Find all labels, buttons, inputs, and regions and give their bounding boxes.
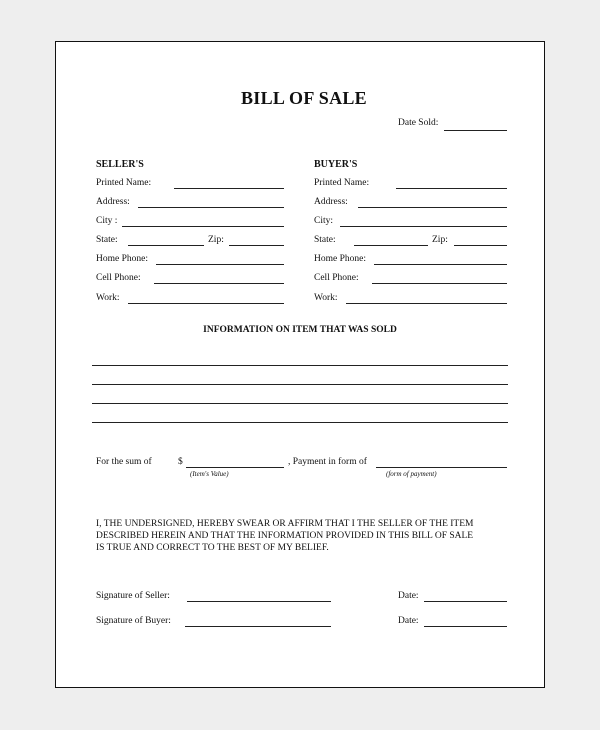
- seller-heading: SELLER'S: [96, 159, 144, 170]
- page-title: BILL OF SALE: [241, 88, 367, 108]
- item-description-line[interactable]: [92, 384, 508, 385]
- buyer-date-label: Date:: [398, 616, 419, 626]
- item-description-line[interactable]: [92, 365, 508, 366]
- seller-zip-field[interactable]: [229, 233, 284, 246]
- seller-cell-phone-field[interactable]: [154, 271, 284, 284]
- sum-label: For the sum of: [96, 457, 152, 467]
- item-description-line[interactable]: [92, 403, 508, 404]
- seller-city-label: City :: [96, 216, 118, 226]
- buyer-state-label: State:: [314, 235, 336, 245]
- date-sold-field[interactable]: [444, 118, 507, 131]
- seller-date-field[interactable]: [424, 589, 507, 602]
- buyer-address-field[interactable]: [358, 195, 507, 208]
- item-value-hint: (Item's Value): [190, 470, 229, 478]
- declaration-line-3: IS TRUE AND CORRECT TO THE BEST OF MY BELIEF.: [96, 543, 329, 553]
- buyer-printed-name-field[interactable]: [396, 176, 507, 189]
- buyer-work-label: Work:: [314, 293, 338, 303]
- currency-symbol: $: [178, 457, 183, 467]
- seller-city-field[interactable]: [122, 214, 284, 227]
- buyer-cell-phone-label: Cell Phone:: [314, 273, 359, 283]
- seller-cell-phone-label: Cell Phone:: [96, 273, 141, 283]
- payment-form-hint: (form of payment): [386, 470, 437, 478]
- buyer-city-field[interactable]: [340, 214, 507, 227]
- payment-form-field[interactable]: [376, 455, 507, 468]
- buyer-printed-name-label: Printed Name:: [314, 178, 370, 188]
- seller-address-label: Address:: [96, 197, 130, 207]
- seller-zip-label: Zip:: [208, 235, 224, 245]
- seller-work-field[interactable]: [128, 291, 284, 304]
- payment-form-label: , Payment in form of: [288, 457, 367, 467]
- item-value-field[interactable]: [186, 455, 284, 468]
- seller-state-label: State:: [96, 235, 118, 245]
- seller-signature-label: Signature of Seller:: [96, 591, 170, 601]
- buyer-zip-label: Zip:: [432, 235, 448, 245]
- buyer-home-phone-field[interactable]: [374, 252, 507, 265]
- seller-signature-field[interactable]: [187, 589, 331, 602]
- seller-home-phone-field[interactable]: [156, 252, 284, 265]
- declaration-line-2: DESCRIBED HEREIN AND THAT THE INFORMATION PROVIDED IN THIS BILL OF SALE: [96, 531, 474, 541]
- seller-work-label: Work:: [96, 293, 120, 303]
- buyer-work-field[interactable]: [346, 291, 507, 304]
- buyer-cell-phone-field[interactable]: [372, 271, 507, 284]
- buyer-state-field[interactable]: [354, 233, 428, 246]
- buyer-date-field[interactable]: [424, 614, 507, 627]
- buyer-address-label: Address:: [314, 197, 348, 207]
- item-section-heading: INFORMATION ON ITEM THAT WAS SOLD: [203, 325, 397, 335]
- seller-address-field[interactable]: [138, 195, 284, 208]
- item-description-line[interactable]: [92, 422, 508, 423]
- seller-home-phone-label: Home Phone:: [96, 254, 148, 264]
- buyer-signature-label: Signature of Buyer:: [96, 616, 171, 626]
- document-page: [55, 41, 545, 688]
- declaration-line-1: I, THE UNDERSIGNED, HEREBY SWEAR OR AFFIRM THAT I THE SELLER OF THE ITEM: [96, 519, 474, 529]
- seller-date-label: Date:: [398, 591, 419, 601]
- buyer-home-phone-label: Home Phone:: [314, 254, 366, 264]
- buyer-signature-field[interactable]: [185, 614, 331, 627]
- seller-printed-name-label: Printed Name:: [96, 178, 152, 188]
- buyer-zip-field[interactable]: [454, 233, 507, 246]
- seller-state-field[interactable]: [128, 233, 204, 246]
- buyer-heading: BUYER'S: [314, 159, 358, 170]
- seller-printed-name-field[interactable]: [174, 176, 284, 189]
- date-sold-label: Date Sold:: [398, 118, 439, 128]
- buyer-city-label: City:: [314, 216, 334, 226]
